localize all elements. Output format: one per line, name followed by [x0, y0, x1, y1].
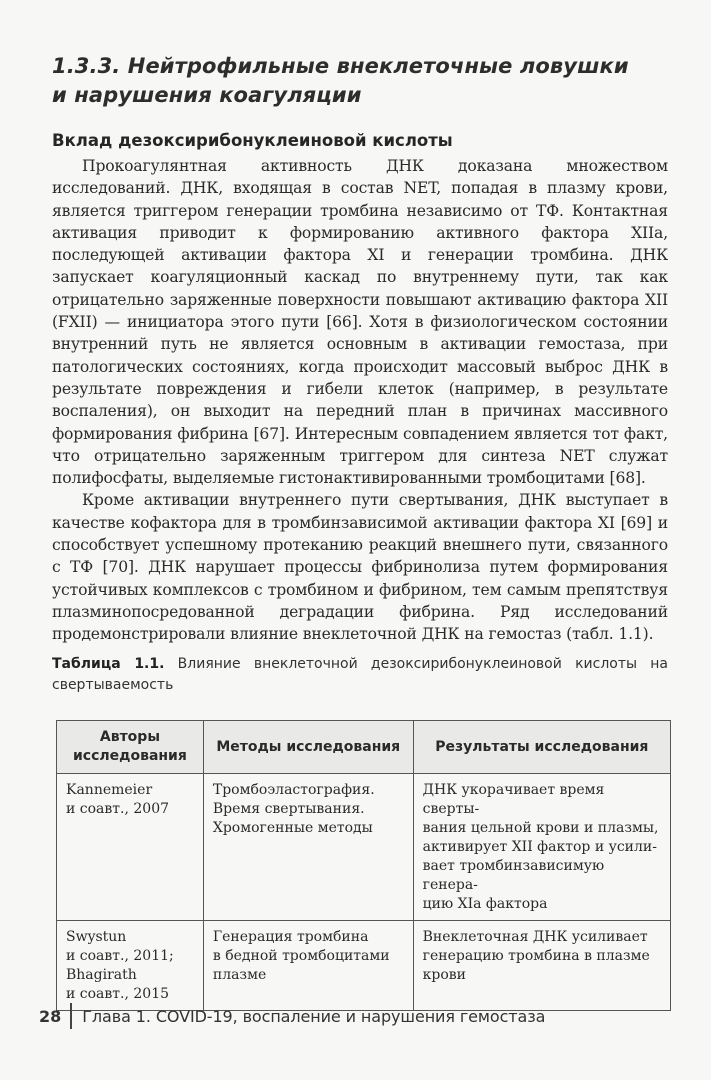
cell-line: и соавт., 2011;: [66, 948, 174, 964]
header-results: Результаты исследования: [413, 721, 670, 774]
running-title: Глава 1. COVID-19, воспаление и нарушения гемостаза: [82, 1006, 546, 1026]
page-footer: [39, 1003, 545, 1029]
cell-methods: [203, 921, 413, 1011]
cell-line: Хромогенные методы: [212, 820, 373, 836]
cell-methods: [203, 774, 413, 921]
cell-line: генерацию тромбина в плазме: [422, 948, 650, 964]
table-caption-label: Таблица 1.1.: [52, 655, 165, 672]
table-row: [57, 774, 671, 921]
header-authors: Авторы исследования: [57, 721, 204, 774]
cell-results: [413, 774, 670, 921]
section-title-line-1: 1.3.3. Нейтрофильные внеклеточные ловушки: [52, 54, 629, 78]
cell-line: Тромбоэластография.: [212, 782, 375, 798]
cell-line: ДНК укорачивает время сверты-: [422, 782, 605, 817]
cell-line: цию XIa фактора: [422, 896, 548, 912]
cell-line: вания цельной крови и плазмы,: [422, 820, 659, 836]
cell-line: активирует XII фактор и усили-: [422, 839, 657, 855]
cell-results: [413, 921, 670, 1011]
section-title-line-2: и нарушения коагуляции: [52, 83, 362, 107]
page-content: [52, 52, 668, 696]
cell-line: вает тромбинзависимую генера-: [422, 858, 605, 893]
cell-authors: [57, 774, 204, 921]
section-title: [52, 52, 668, 110]
cell-line: в бедной тромбоцитами: [212, 948, 390, 964]
cell-line: Время свертывания.: [212, 801, 365, 817]
cell-authors: [57, 921, 204, 1011]
table-header-row: [57, 721, 671, 774]
page-number: 28: [39, 1006, 62, 1026]
header-methods: Методы исследования: [203, 721, 413, 774]
cell-line: крови: [422, 967, 466, 983]
cell-line: плазме: [212, 967, 267, 983]
subheading: Вклад дезоксирибонуклеиновой кислоты: [52, 131, 453, 150]
paragraph-2: Кроме активации внутреннего пути свертывания, ДНК выступает в качестве кофактора для в тромбинзависимой активации фактора XI [69] и способствует успешному протеканию реакций внешнего пути, связанного с ТФ [70]. ДНК нарушает процессы фибринолиза путем формирования устойчивых комплексов с тромбином и фибрином, тем самым препятствуя плазминопосредованной деградации фибрина. Ряд исследований продемонстрировали влияние внеклеточной ДНК на гемостаз (табл. 1.1).: [52, 491, 668, 644]
cell-line: и соавт., 2015: [66, 986, 170, 1002]
cell-line: Bhagirath: [66, 967, 137, 983]
table-caption-text: Влияние внеклеточной дезоксирибонуклеиновой кислоты на свертываемость: [52, 655, 669, 693]
paragraph-1: Прокоагулянтная активность ДНК доказана множеством исследований. ДНК, входящая в состав NET, попадая в плазму крови, является триггером генерации тромбина независимо от ТФ. Контактная активация приводит к формированию активного фактора XIIa, последующей активации фактора XI и генерации тромбина. ДНК запускает коагуляционный каскад по внутреннему пути, так как отрицательно заряженные поверхности повышают активацию фактора XII (FXII) — инициатора этого пути [66]. Хотя в физиологическом состоянии внутренний путь не является основным в активации гемостаза, при патологических состояниях, когда происходит массовый выброс ДНК в результате повреждения и гибели клеток (например, в результате воспаления), он выходит на передний план в причинах массивного формирования фибрина [67]. Интересным совпадением является тот факт, что отрицательно заряженным триггером для синтеза NET служат полифосфаты, выделяемые гистонактивированными тромбоцитами [68].: [52, 157, 668, 488]
cell-line: и соавт., 2007: [66, 801, 170, 817]
cell-line: Kannemeier: [66, 782, 153, 798]
footer-divider: [70, 1003, 72, 1029]
table-row: [57, 921, 671, 1011]
cell-line: Swystun: [66, 929, 127, 945]
results-table: [56, 720, 671, 1011]
cell-line: Генерация тромбина: [212, 929, 369, 945]
table-caption: [52, 654, 668, 696]
cell-line: Внеклеточная ДНК усиливает: [422, 929, 648, 945]
